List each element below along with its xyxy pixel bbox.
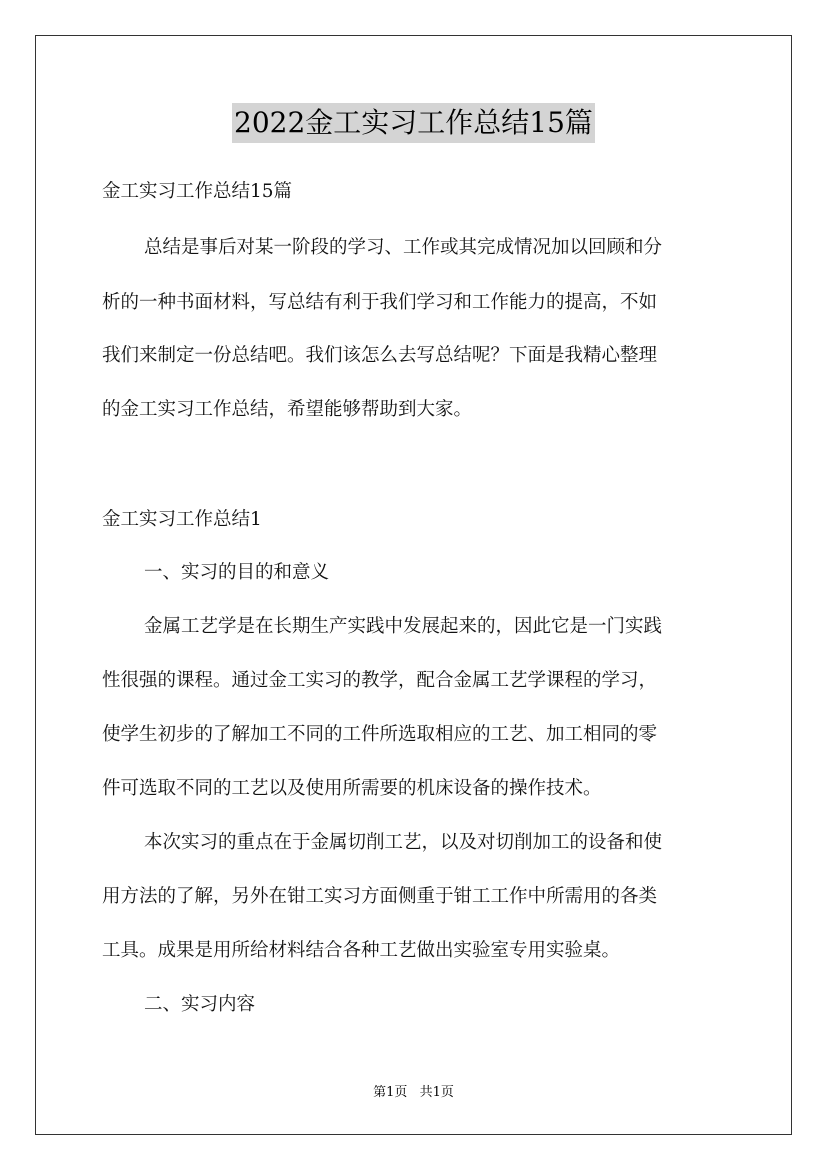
para2-line-2: 用方法的了解，另外在钳工实习方面侧重于钳工工作中所需用的各类	[102, 886, 658, 907]
heading-purpose: 一、实习的目的和意义	[144, 562, 330, 583]
document-title: 2022金工实习工作总结15篇	[232, 103, 595, 143]
para1-line-1: 金属工艺学是在长期生产实践中发展起来的，因此它是一门实践	[144, 616, 663, 637]
title-block	[0, 103, 827, 143]
para2-line-3: 工具。成果是用所给材料结合各种工艺做出实验室专用实验桌。	[102, 940, 621, 961]
para1-line-3: 使学生初步的了解加工不同的工件所选取相应的工艺、加工相同的零	[102, 724, 658, 745]
page-total: 共1页	[419, 1085, 454, 1100]
intro-line-3: 我们来制定一份总结吧。我们该怎么去写总结呢？下面是我精心整理	[102, 345, 658, 366]
para1-line-2: 性很强的课程。通过金工实习的教学，配合金属工艺学课程的学习，	[102, 670, 658, 691]
intro-line-2: 析的一种书面材料，写总结有利于我们学习和工作能力的提高，不如	[102, 292, 658, 313]
para2-line-1: 本次实习的重点在于金属切削工艺，以及对切削加工的设备和使	[144, 832, 663, 853]
intro-line-1: 总结是事后对某一阶段的学习、工作或其完成情况加以回顾和分	[144, 237, 663, 258]
subtitle: 金工实习工作总结15篇	[102, 181, 293, 202]
page-number: 第1页	[373, 1085, 408, 1100]
intro-line-4: 的金工实习工作总结，希望能够帮助到大家。	[102, 399, 473, 420]
para1-line-4: 件可选取不同的工艺以及使用所需要的机床设备的操作技术。	[102, 778, 602, 799]
heading-content: 二、实习内容	[144, 994, 256, 1015]
section-heading: 金工实习工作总结1	[102, 509, 262, 530]
page-footer	[0, 1084, 827, 1102]
